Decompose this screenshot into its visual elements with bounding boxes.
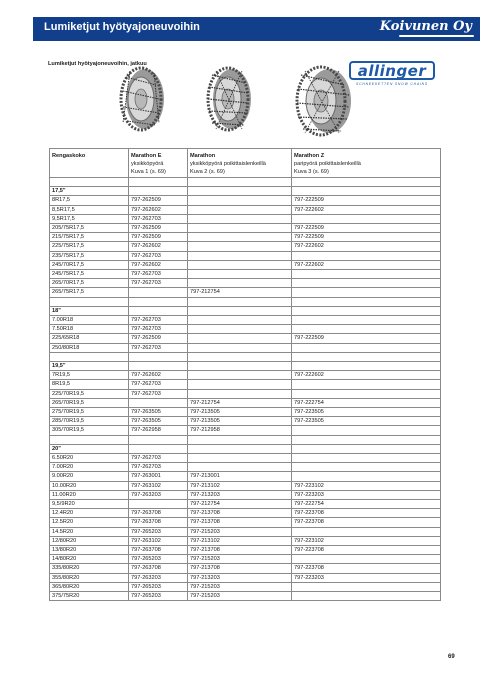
- allinger-logo: [343, 61, 441, 91]
- part-number-cell: 797-213708: [188, 546, 292, 555]
- rim-size-heading: 19,5": [50, 362, 129, 371]
- part-number-cell: 797-262703: [129, 389, 188, 398]
- part-number-cell: 797-265203: [129, 592, 188, 601]
- part-number-cell: [292, 279, 441, 288]
- table-row: [50, 592, 441, 601]
- table-row: [50, 389, 441, 398]
- part-number-cell: [292, 270, 441, 279]
- tire-size-cell: 8R17,5: [50, 196, 129, 205]
- column-header-line: yksikköpyörä poikittaislenkeillä: [190, 161, 266, 167]
- part-number-cell: 797-262703: [129, 343, 188, 352]
- part-number-cell: 797-222509: [292, 334, 441, 343]
- tire-size-cell: 265/70R17,5: [50, 279, 129, 288]
- part-number-cell: 797-213708: [188, 518, 292, 527]
- part-number-cell: 797-262703: [129, 463, 188, 472]
- column-header-line: Marathon: [190, 153, 216, 159]
- part-number-cell: 797-222509: [292, 233, 441, 242]
- allinger-logo-text: allinger: [357, 62, 427, 80]
- part-number-cell: 797-262703: [129, 251, 188, 260]
- tire-size-cell: 250/80R18: [50, 343, 129, 352]
- part-number-cell: [129, 444, 188, 453]
- part-number-cell: 797-263203: [129, 573, 188, 582]
- part-number-cell: [129, 306, 188, 315]
- rim-size-heading: 17,5": [50, 187, 129, 196]
- part-number-cell: 797-222509: [292, 224, 441, 233]
- page-header-bar: [33, 17, 480, 41]
- spacer-cell: [50, 435, 129, 444]
- tire-size-cell: 225/65R18: [50, 334, 129, 343]
- part-number-cell: [188, 214, 292, 223]
- part-number-cell: [292, 306, 441, 315]
- part-number-cell: 797-262703: [129, 325, 188, 334]
- tire-size-cell: 245/70R17,5: [50, 260, 129, 269]
- spacer-cell: [292, 178, 441, 187]
- page-title: Lumiketjut hyötyajoneuvoihin: [44, 21, 200, 33]
- size-group-row: [50, 306, 441, 315]
- part-number-cell: 797-263505: [129, 408, 188, 417]
- part-number-cell: 797-223203: [292, 573, 441, 582]
- table-row: [50, 251, 441, 260]
- tire-size-cell: 245/75R17,5: [50, 270, 129, 279]
- column-header-line: Kuva 2 (s. 69): [190, 169, 225, 175]
- table-row: [50, 546, 441, 555]
- part-number-cell: 797-263708: [129, 546, 188, 555]
- tire-size-cell: 12.5R20: [50, 518, 129, 527]
- tire-size-cell: 225/75R17,5: [50, 242, 129, 251]
- part-number-cell: 797-223203: [292, 490, 441, 499]
- brand-swoosh: [399, 35, 474, 37]
- tire-size-cell: 6.50R20: [50, 454, 129, 463]
- spacer-cell: [129, 435, 188, 444]
- table-row: [50, 490, 441, 499]
- spec-table-head: [50, 149, 441, 178]
- tire-size-cell: 11.00R20: [50, 490, 129, 499]
- tire-size-cell: 7.00R18: [50, 316, 129, 325]
- part-number-cell: 797-262602: [129, 260, 188, 269]
- table-row: [50, 196, 441, 205]
- part-number-cell: [292, 592, 441, 601]
- rim-size-heading: 18": [50, 306, 129, 315]
- part-number-cell: 797-213505: [188, 417, 292, 426]
- part-number-cell: [188, 371, 292, 380]
- chain-image-1: [118, 63, 170, 133]
- table-row: [50, 555, 441, 564]
- part-number-cell: [292, 472, 441, 481]
- size-group-row: [50, 362, 441, 371]
- part-number-cell: [188, 279, 292, 288]
- table-row: [50, 582, 441, 591]
- table-row: [50, 564, 441, 573]
- part-number-cell: 797-213102: [188, 536, 292, 545]
- tire-size-cell: 7.50R18: [50, 325, 129, 334]
- spacer-row: [50, 178, 441, 187]
- table-row: [50, 481, 441, 490]
- spacer-cell: [188, 297, 292, 306]
- part-number-cell: [292, 582, 441, 591]
- table-row: [50, 509, 441, 518]
- column-header-line: Marathon Z: [294, 153, 325, 159]
- part-number-cell: 797-223505: [292, 417, 441, 426]
- column-header-line: Marathon E: [131, 153, 162, 159]
- part-number-cell: [292, 444, 441, 453]
- tire-size-cell: 305/70R19,5: [50, 426, 129, 435]
- part-number-cell: [292, 555, 441, 564]
- part-number-cell: 797-222602: [292, 260, 441, 269]
- part-number-cell: [188, 362, 292, 371]
- spacer-cell: [129, 352, 188, 361]
- table-row: [50, 288, 441, 297]
- table-row: [50, 380, 441, 389]
- part-number-cell: [188, 316, 292, 325]
- part-number-cell: 797-262703: [129, 380, 188, 389]
- part-number-cell: 797-212754: [188, 500, 292, 509]
- part-number-cell: 797-263708: [129, 509, 188, 518]
- table-row: [50, 398, 441, 407]
- part-number-cell: [188, 343, 292, 352]
- part-number-cell: 797-262703: [129, 214, 188, 223]
- part-number-cell: 797-262602: [129, 371, 188, 380]
- part-number-cell: 797-263001: [129, 472, 188, 481]
- table-row: [50, 426, 441, 435]
- part-number-cell: 797-262958: [129, 426, 188, 435]
- part-number-cell: [188, 270, 292, 279]
- part-number-cell: 797-212958: [188, 426, 292, 435]
- column-header: [188, 149, 292, 178]
- part-number-cell: 797-263708: [129, 518, 188, 527]
- tire-size-cell: 7R19,5: [50, 371, 129, 380]
- tire-size-cell: 12.4R20: [50, 509, 129, 518]
- spacer-cell: [292, 297, 441, 306]
- column-header: [129, 149, 188, 178]
- spec-table-header-row: [50, 149, 441, 178]
- tire-size-cell: 8,5R17,5: [50, 205, 129, 214]
- tire-size-cell: 335/80R20: [50, 564, 129, 573]
- part-number-cell: 797-212754: [188, 288, 292, 297]
- part-number-cell: [129, 288, 188, 297]
- column-header: [50, 149, 129, 178]
- part-number-cell: 797-262509: [129, 196, 188, 205]
- part-number-cell: [292, 325, 441, 334]
- part-number-cell: [292, 214, 441, 223]
- part-number-cell: [292, 454, 441, 463]
- column-header-line: paripyörä poikittaislenkeillä: [294, 161, 361, 167]
- part-number-cell: 797-263203: [129, 490, 188, 499]
- part-number-cell: 797-215203: [188, 527, 292, 536]
- part-number-cell: 797-262509: [129, 334, 188, 343]
- tire-size-cell: 375/75R20: [50, 592, 129, 601]
- part-number-cell: 797-262703: [129, 316, 188, 325]
- spacer-cell: [129, 297, 188, 306]
- tire-size-cell: 235/75R17,5: [50, 251, 129, 260]
- part-number-cell: 797-213708: [188, 564, 292, 573]
- table-row: [50, 500, 441, 509]
- part-number-cell: 797-262602: [129, 242, 188, 251]
- part-number-cell: [129, 398, 188, 407]
- part-number-cell: [188, 187, 292, 196]
- spacer-cell: [292, 435, 441, 444]
- part-number-cell: 797-223708: [292, 564, 441, 573]
- part-number-cell: [129, 500, 188, 509]
- tire-size-cell: 365/80R20: [50, 582, 129, 591]
- part-number-cell: 797-262703: [129, 454, 188, 463]
- part-number-cell: 797-222509: [292, 196, 441, 205]
- spacer-cell: [129, 178, 188, 187]
- part-number-cell: [292, 251, 441, 260]
- part-number-cell: [129, 362, 188, 371]
- table-row: [50, 463, 441, 472]
- part-number-cell: 797-222602: [292, 242, 441, 251]
- part-number-cell: [188, 224, 292, 233]
- size-group-row: [50, 444, 441, 453]
- table-row: [50, 472, 441, 481]
- spacer-row: [50, 352, 441, 361]
- column-header-line: Kuva 1 (s. 69): [131, 169, 166, 175]
- table-row: [50, 260, 441, 269]
- part-number-cell: [292, 187, 441, 196]
- tire-size-cell: 14.5R20: [50, 527, 129, 536]
- part-number-cell: 797-223102: [292, 536, 441, 545]
- part-number-cell: [188, 463, 292, 472]
- table-row: [50, 233, 441, 242]
- column-header-line: yksikköpyörä: [131, 161, 164, 167]
- tire-size-cell: 275/70R19,5: [50, 408, 129, 417]
- part-number-cell: 797-222754: [292, 398, 441, 407]
- part-number-cell: 797-212754: [188, 398, 292, 407]
- part-number-cell: [188, 334, 292, 343]
- part-number-cell: 797-222754: [292, 500, 441, 509]
- part-number-cell: [292, 316, 441, 325]
- tire-size-cell: 14/80R20: [50, 555, 129, 564]
- part-number-cell: 797-215203: [188, 582, 292, 591]
- part-number-cell: [188, 444, 292, 453]
- allinger-logo-tagline: SCHNEEKETTEN SNOW CHAINS: [356, 82, 428, 86]
- spacer-cell: [50, 297, 129, 306]
- part-number-cell: 797-223708: [292, 509, 441, 518]
- part-number-cell: 797-265203: [129, 555, 188, 564]
- part-number-cell: [188, 205, 292, 214]
- spacer-cell: [50, 352, 129, 361]
- tire-size-cell: 215/75R17,5: [50, 233, 129, 242]
- part-number-cell: [188, 233, 292, 242]
- part-number-cell: [188, 389, 292, 398]
- tire-size-cell: 265/70R19,5: [50, 398, 129, 407]
- part-number-cell: 797-213505: [188, 408, 292, 417]
- part-number-cell: [188, 242, 292, 251]
- rim-size-heading: 20": [50, 444, 129, 453]
- part-number-cell: [129, 187, 188, 196]
- spacer-cell: [188, 352, 292, 361]
- part-number-cell: [292, 527, 441, 536]
- part-number-cell: [292, 362, 441, 371]
- part-number-cell: [188, 306, 292, 315]
- part-number-cell: 797-215203: [188, 555, 292, 564]
- part-number-cell: [292, 380, 441, 389]
- part-number-cell: 797-213203: [188, 573, 292, 582]
- table-row: [50, 536, 441, 545]
- part-number-cell: [292, 426, 441, 435]
- part-number-cell: 797-213102: [188, 481, 292, 490]
- table-row: [50, 408, 441, 417]
- part-number-cell: 797-265203: [129, 527, 188, 536]
- table-row: [50, 527, 441, 536]
- tire-size-cell: 10.00R20: [50, 481, 129, 490]
- part-number-cell: [292, 389, 441, 398]
- part-number-cell: [188, 260, 292, 269]
- chain-image-2: [202, 63, 258, 133]
- table-row: [50, 279, 441, 288]
- part-number-cell: 797-213001: [188, 472, 292, 481]
- part-number-cell: [188, 380, 292, 389]
- part-number-cell: 797-265203: [129, 582, 188, 591]
- chain-spec-table: [49, 148, 441, 601]
- part-number-cell: [188, 251, 292, 260]
- part-number-cell: 797-262509: [129, 224, 188, 233]
- part-number-cell: 797-222602: [292, 205, 441, 214]
- spec-table-body: [50, 178, 441, 601]
- tire-size-cell: 225/70R19,5: [50, 389, 129, 398]
- part-number-cell: 797-263505: [129, 417, 188, 426]
- part-number-cell: 797-222602: [292, 371, 441, 380]
- tire-size-cell: 9,5R17,5: [50, 214, 129, 223]
- column-header: [292, 149, 441, 178]
- table-row: [50, 224, 441, 233]
- tire-size-cell: 9,5/9R20: [50, 500, 129, 509]
- allinger-logo-box: [349, 61, 435, 80]
- spacer-cell: [50, 178, 129, 187]
- part-number-cell: 797-262703: [129, 270, 188, 279]
- spacer-cell: [188, 435, 292, 444]
- table-row: [50, 325, 441, 334]
- table-row: [50, 270, 441, 279]
- part-number-cell: 797-263102: [129, 536, 188, 545]
- table-row: [50, 518, 441, 527]
- part-number-cell: 797-215203: [188, 592, 292, 601]
- tire-size-cell: 285/70R19,5: [50, 417, 129, 426]
- part-number-cell: 797-213203: [188, 490, 292, 499]
- page-number: 69: [448, 654, 455, 660]
- tire-size-cell: 8R19,5: [50, 380, 129, 389]
- part-number-cell: [188, 454, 292, 463]
- spacer-row: [50, 435, 441, 444]
- part-number-cell: 797-262509: [129, 233, 188, 242]
- tire-size-cell: 265/75R17,5: [50, 288, 129, 297]
- tire-size-cell: 205/75R17,5: [50, 224, 129, 233]
- table-row: [50, 205, 441, 214]
- table-row: [50, 214, 441, 223]
- tire-size-cell: 9.00R20: [50, 472, 129, 481]
- table-row: [50, 334, 441, 343]
- table-row: [50, 371, 441, 380]
- table-row: [50, 417, 441, 426]
- tire-size-cell: 13/80R20: [50, 546, 129, 555]
- part-number-cell: 797-263708: [129, 564, 188, 573]
- table-row: [50, 454, 441, 463]
- part-number-cell: 797-223708: [292, 518, 441, 527]
- part-number-cell: 797-223505: [292, 408, 441, 417]
- part-number-cell: 797-213708: [188, 509, 292, 518]
- section-subtitle: Lumiketjut hyötyajoneuvoihin, jatkuu: [48, 61, 147, 67]
- part-number-cell: 797-262703: [129, 279, 188, 288]
- table-row: [50, 573, 441, 582]
- column-header-line: Rengaskoko: [52, 153, 86, 159]
- part-number-cell: [188, 196, 292, 205]
- table-row: [50, 242, 441, 251]
- spacer-row: [50, 297, 441, 306]
- table-row: [50, 343, 441, 352]
- brand-logo: Koivunen Oy: [379, 19, 472, 34]
- part-number-cell: 797-223102: [292, 481, 441, 490]
- part-number-cell: 797-262602: [129, 205, 188, 214]
- column-header-line: Kuva 3 (s. 69): [294, 169, 329, 175]
- part-number-cell: [188, 325, 292, 334]
- part-number-cell: 797-223708: [292, 546, 441, 555]
- tire-size-cell: 12/80R20: [50, 536, 129, 545]
- table-row: [50, 316, 441, 325]
- part-number-cell: [292, 463, 441, 472]
- tire-size-cell: 355/80R20: [50, 573, 129, 582]
- spacer-cell: [292, 352, 441, 361]
- part-number-cell: [292, 288, 441, 297]
- spacer-cell: [188, 178, 292, 187]
- size-group-row: [50, 187, 441, 196]
- tire-size-cell: 7.00R20: [50, 463, 129, 472]
- part-number-cell: 797-263102: [129, 481, 188, 490]
- part-number-cell: [292, 343, 441, 352]
